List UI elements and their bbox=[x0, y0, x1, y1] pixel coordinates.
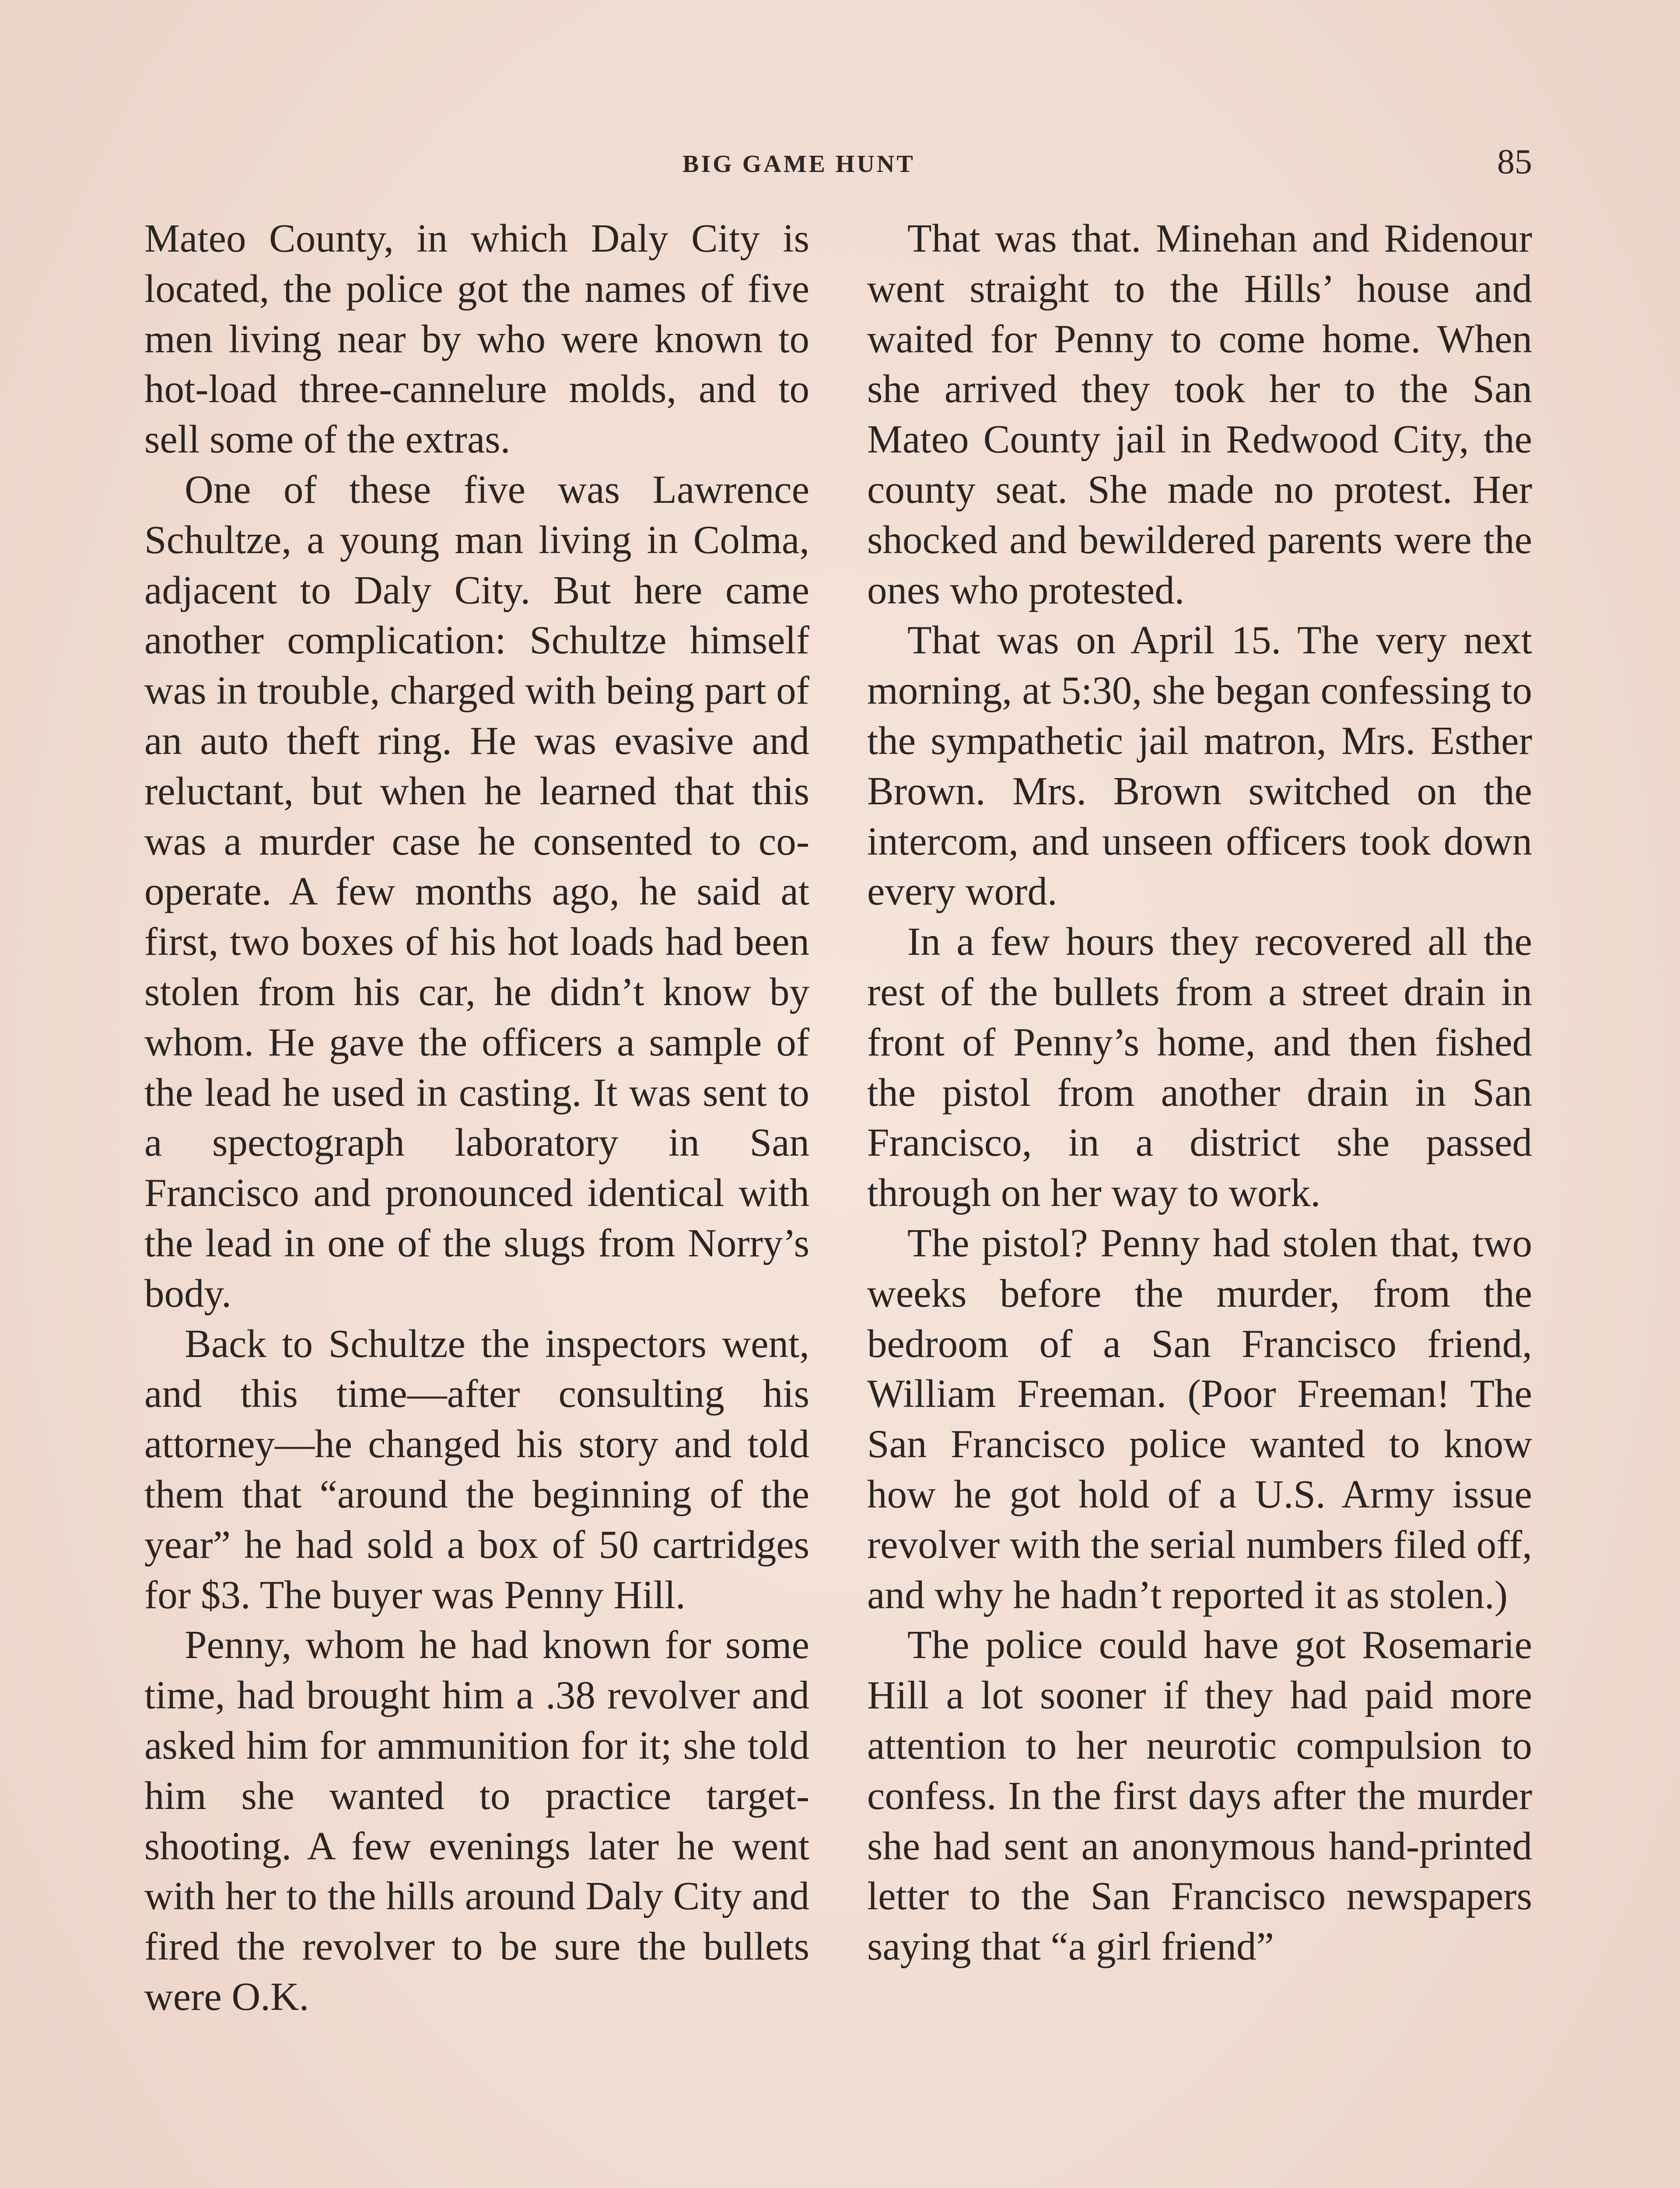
left-paragraph-4: Penny, whom he had known for some time, had brought him a .38 revolver and asked him for ammunition for it; she told him she wanted to practice target-shooting. A few evenings later he went with her to the hills around Daly City and fired the revolver to be sure the bullets were O.K. bbox=[144, 1623, 809, 2019]
running-header bbox=[0, 142, 1680, 186]
right-paragraph-2: That was on April 15. The very next morning, at 5:30, she began confessing to the sympathetic jail matron, Mrs. Esther Brown. Mrs. Brown switched on the intercom, and unseen officers took down every word. bbox=[867, 618, 1532, 914]
right-paragraph-5: The police could have got Rosemarie Hill a lot sooner if they had paid more attention to her neurotic compulsion to confess. In the first days after the murder she had sent an anonymous hand-printed letter to the San Francisco newspapers saying that “a girl friend” bbox=[867, 1623, 1532, 1969]
page-number: 85 bbox=[1497, 143, 1532, 181]
left-paragraph-3: Back to Schultze the inspectors went, and this time—after consulting his attorney—he changed his story and told them that “around the beginning of the year” he had sold a box of 50 cartridges for $3. The buyer was Penny Hill. bbox=[144, 1321, 809, 1617]
left-paragraph-2: One of these five was Lawrence Schultze, a young man living in Colma, adjacent to Daly City. But here came another complication: Schultze himself was in trouble, charged with being part of an auto theft ring. He was evasive and reluctant, but when he learned that this was a murder case he consented to co-operate. A few months ago, he said at first, two boxes of his hot loads had been stolen from his car, he didn’t know by whom. He gave the officers a sample of the lead he used in casting. It was sent to a spectograph laboratory in San Francisco and pronounced identical with the lead in one of the slugs from Norry’s body. bbox=[144, 467, 809, 1315]
right-paragraph-1: That was that. Minehan and Ridenour went straight to the Hills’ house and waited for Penny to come home. When she arrived they took her to the San Mateo County jail in Redwood City, the county seat. She made no protest. Her shocked and bewildered parents were the ones who protested. bbox=[867, 216, 1532, 612]
left-column bbox=[144, 214, 809, 2022]
right-paragraph-4: The pistol? Penny had stolen that, two weeks before the murder, from the bedroom of a San Francisco friend, William Freeman. (Poor Freeman! The San Francisco police wanted to know how he got hold of a U.S. Army issue revolver with the serial numbers filed off, and why he hadn’t reported it as stolen.) bbox=[867, 1220, 1532, 1617]
right-column bbox=[867, 214, 1532, 1972]
running-title: BIG GAME HUNT bbox=[682, 151, 915, 178]
left-paragraph-1: Mateo County, in which Daly City is located, the police got the names of five men living near by who were known to hot-load three-cannelure molds, and to sell some of the extras. bbox=[144, 216, 809, 462]
right-paragraph-3: In a few hours they recovered all the rest of the bullets from a street drain in front of Penny’s home, and then fished the pistol from another drain in San Francisco, in a district she passed through on her way to work. bbox=[867, 919, 1532, 1215]
